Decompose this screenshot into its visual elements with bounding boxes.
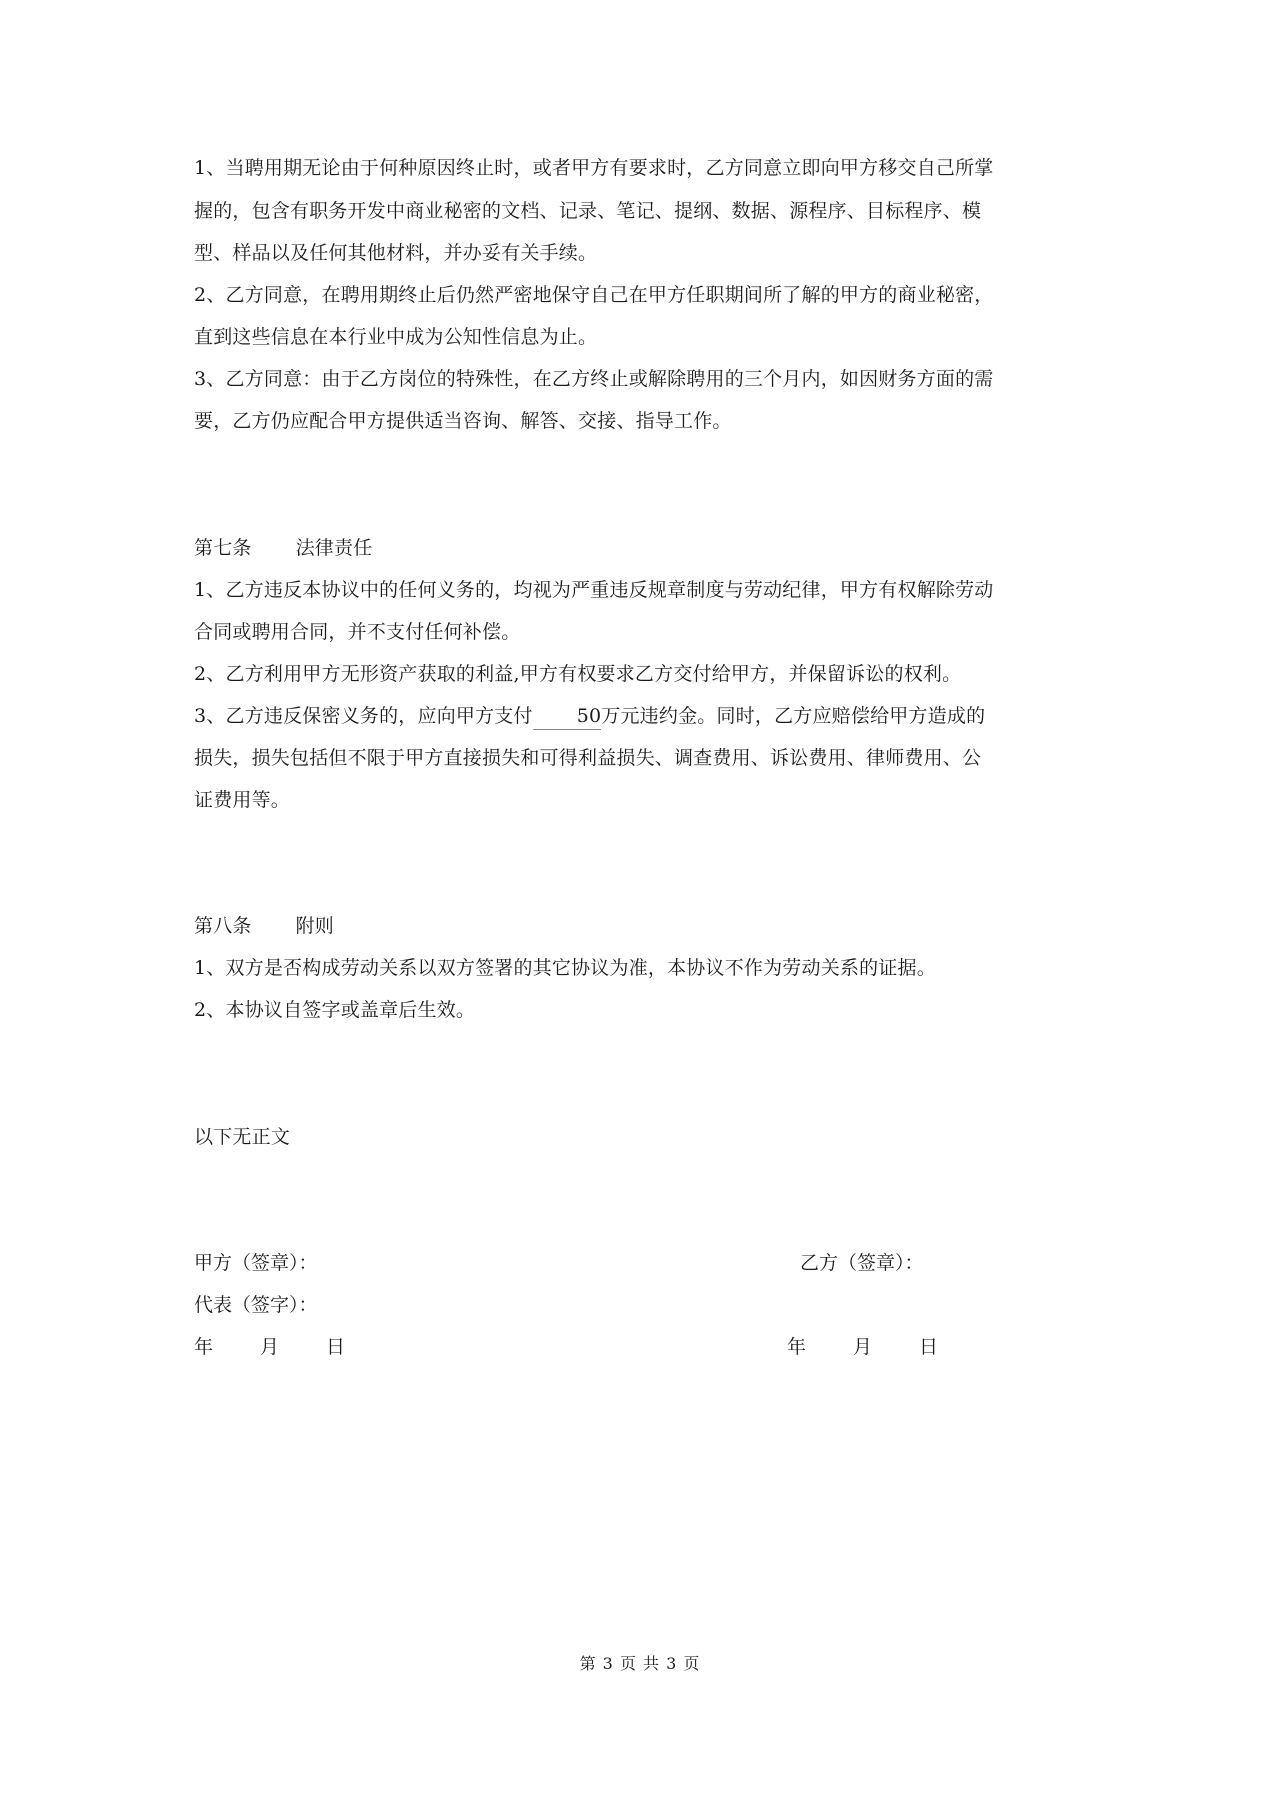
date-day-label: 日: [326, 1336, 346, 1358]
date-month-label: 月: [260, 1336, 280, 1358]
section-8-heading: [194, 913, 334, 939]
clause-6-2-line-2: 直到这些信息在本行业中成为公知性信息为止。: [194, 326, 598, 348]
section-7-number: 第七条: [194, 537, 252, 559]
clause-6-1-line-1: 1、当聘用期无论由于何种原因终止时，或者甲方有要求时，乙方同意立即向甲方移交自己所掌: [194, 157, 994, 179]
clause-8-1: 1、双方是否构成劳动关系以双方签署的其它协议为准，本协议不作为劳动关系的证据。: [194, 957, 936, 979]
clause-6-3-line-1: 3、乙方同意：由于乙方岗位的特殊性，在乙方终止或解除聘用的三个月内，如因财务方面的需: [194, 368, 994, 390]
section-7-title: 法律责任: [295, 537, 373, 559]
clause-7-3-line-1: [194, 703, 985, 730]
clause-7-1-line-1: 1、乙方违反本协议中的任何义务的，均视为严重违反规章制度与劳动纪律，甲方有权解除劳动: [194, 579, 994, 601]
date-year-label: 年: [787, 1336, 807, 1358]
clause-8-2: 2、本协议自签字或盖章后生效。: [194, 999, 476, 1021]
section-8-title: 附则: [295, 915, 335, 937]
clause-6-1-line-3: 型、样品以及任何其他材料，并办妥有关手续。: [194, 242, 598, 264]
section-7-heading: [194, 535, 372, 561]
clause-6-1-line-2: 握的，包含有职务开发中商业秘密的文档、记录、笔记、提纲、数据、源程序、目标程序、模: [194, 200, 982, 222]
party-b-date: [787, 1334, 938, 1360]
party-a-seal-label: 甲方（签章）：: [194, 1252, 318, 1274]
clause-7-3-line-2: 损失，损失包括但不限于甲方直接损失和可得利益损失、调查费用、诉讼费用、律师费用、公: [194, 747, 982, 769]
date-month-label: 月: [853, 1336, 873, 1358]
date-day-label: 日: [919, 1336, 939, 1358]
party-a-rep-label: 代表（签字）：: [194, 1294, 318, 1316]
page-number-footer: 第 3 页 共 3 页: [579, 1654, 701, 1673]
clause-7-3-suffix: 万元违约金。同时，乙方应赔偿给甲方造成的: [601, 705, 986, 727]
clause-6-2-line-1: 2、乙方同意，在聘用期终止后仍然严密地保守自己在甲方任职期间所了解的甲方的商业秘密，: [194, 284, 994, 306]
clause-7-3-line-3: 证费用等。: [194, 789, 291, 811]
end-note: 以下无正文: [194, 1126, 291, 1148]
clause-7-3-prefix: 3、乙方违反保密义务的，应向甲方支付: [194, 705, 533, 727]
clause-7-2: 2、乙方利用甲方无形资产获取的利益,甲方有权要求乙方交付给甲方，并保留诉讼的权利。: [194, 663, 962, 685]
clause-7-1-line-2: 合同或聘用合同，并不支付任何补偿。: [194, 621, 521, 643]
clause-6-3-line-2: 要，乙方仍应配合甲方提供适当咨询、解答、交接、指导工作。: [194, 410, 732, 432]
section-8-number: 第八条: [194, 915, 252, 937]
date-year-label: 年: [194, 1336, 214, 1358]
penalty-amount: 50: [533, 703, 602, 730]
party-b-seal-label: 乙方（签章）：: [800, 1252, 924, 1274]
party-a-date: [194, 1334, 345, 1360]
